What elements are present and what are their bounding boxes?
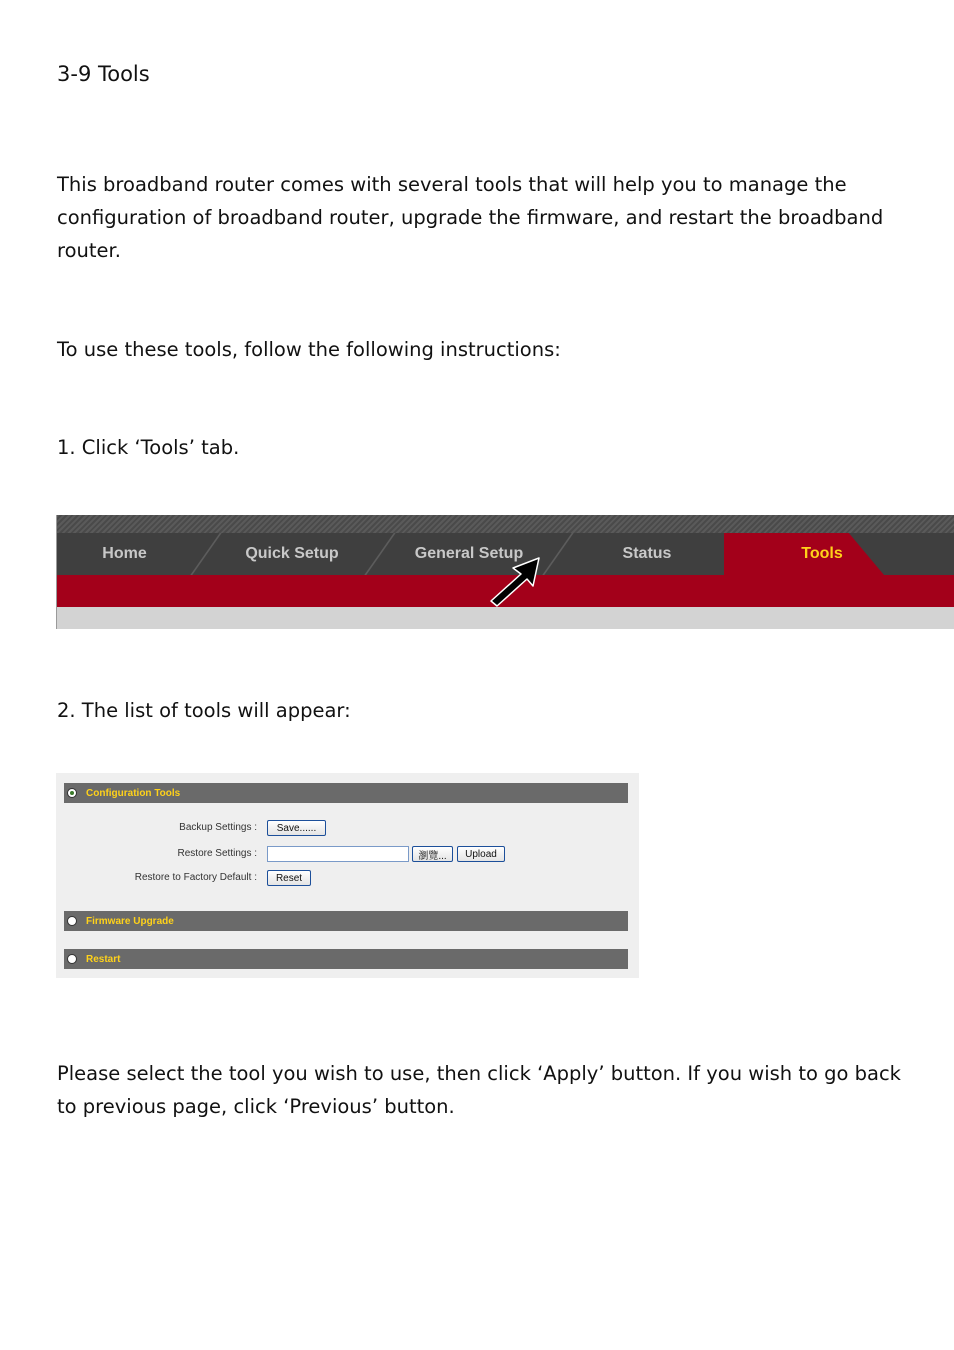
step-1-text: 1. Click ‘Tools’ tab. — [57, 436, 240, 459]
page-heading: 3-9 Tools — [57, 62, 150, 86]
save-button[interactable]: Save...... — [267, 820, 326, 836]
upload-button[interactable]: Upload — [457, 846, 505, 862]
closing-paragraph: Please select the tool you wish to use, then click ‘Apply’ button. If you wish to go back to previous page, click ‘Previous’ button. — [57, 1062, 901, 1118]
backup-settings-label: Backup Settings : — [179, 822, 257, 833]
tab-tools[interactable]: Tools — [801, 545, 843, 562]
intro-paragraph: This broadband router comes with several tools that will help you to manage the configuration of broadband router, upgrade the firmware, and restart the broadband router. — [57, 173, 884, 262]
pointer-arrow-icon — [487, 555, 543, 609]
instructions-text: To use these tools, follow the following instructions: — [57, 338, 561, 361]
config-tools-title: Configuration Tools — [86, 787, 181, 799]
tab-quick-setup[interactable]: Quick Setup — [245, 545, 339, 562]
radio-selected-icon[interactable] — [67, 788, 77, 798]
firmware-upgrade-header[interactable] — [64, 911, 628, 931]
router-nav-bar-figure — [56, 515, 954, 629]
restart-header[interactable] — [64, 949, 628, 969]
radio-unselected-icon[interactable] — [67, 954, 77, 964]
restore-file-input[interactable] — [267, 846, 409, 862]
reset-button[interactable]: Reset — [267, 870, 311, 886]
tools-panel-figure — [56, 773, 639, 978]
radio-unselected-icon[interactable] — [67, 916, 77, 926]
restore-settings-label: Restore Settings : — [177, 848, 257, 859]
tab-status[interactable]: Status — [622, 545, 672, 562]
tab-general-setup[interactable]: General Setup — [414, 545, 524, 562]
nav-top-stripe — [57, 515, 954, 533]
step-2-text: 2. The list of tools will appear: — [57, 699, 351, 722]
config-tools-header[interactable] — [64, 783, 628, 803]
restart-title: Restart — [86, 953, 121, 965]
firmware-upgrade-title: Firmware Upgrade — [86, 915, 174, 927]
factory-default-label: Restore to Factory Default : — [134, 872, 257, 883]
tab-home[interactable]: Home — [102, 545, 147, 562]
browse-button[interactable]: 瀏覽... — [412, 846, 453, 862]
